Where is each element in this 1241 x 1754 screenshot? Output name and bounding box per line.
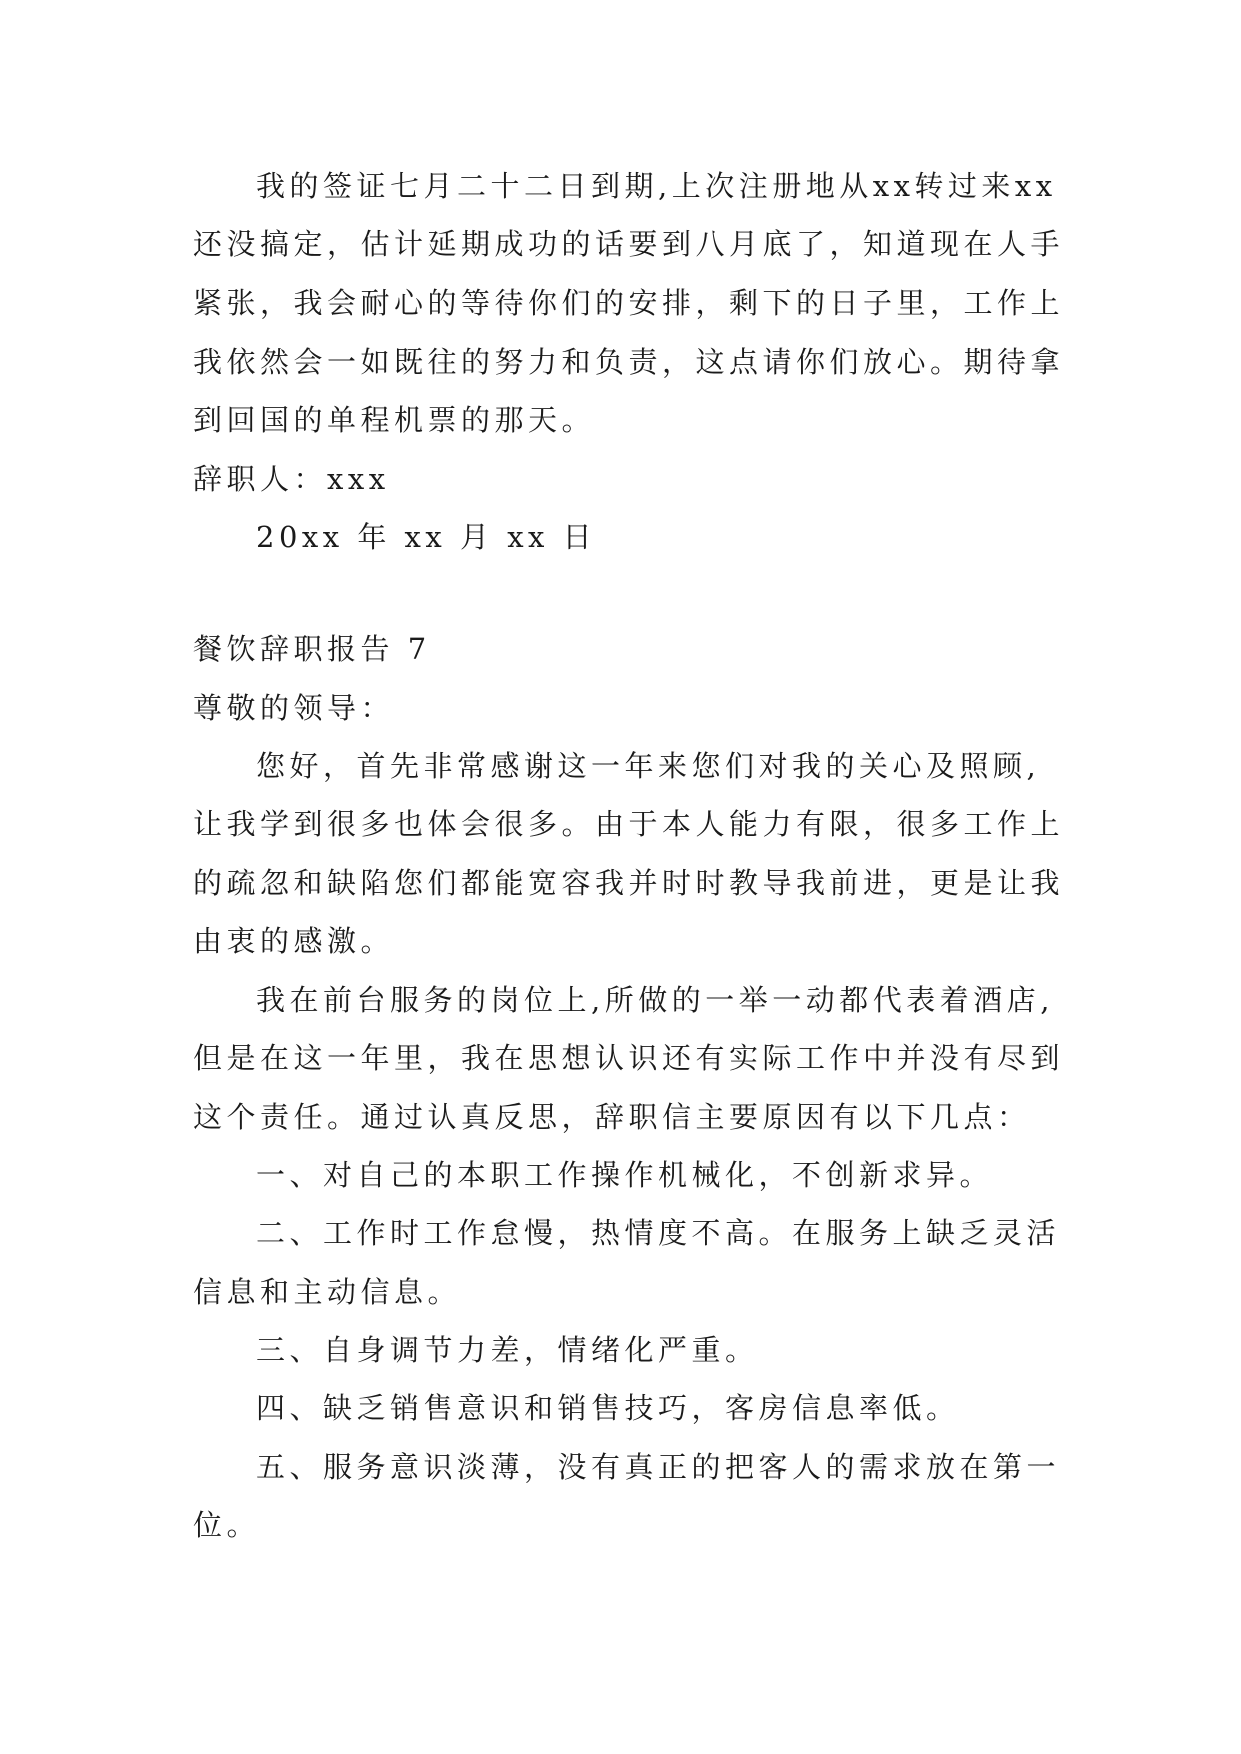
paragraph-line: 我的签证七月二十二日到期,上次注册地从xx转过来xx (256, 169, 1057, 203)
section-title: 餐饮辞职报告 7 (193, 632, 431, 666)
list-item: 四、缺乏销售意识和销售技巧，客房信息率低。 (256, 1391, 960, 1425)
list-item: 三、自身调节力差，情绪化严重。 (256, 1333, 759, 1367)
signer-line: 辞职人：xxx (193, 462, 390, 496)
paragraph-line: 让我学到很多也体会很多。由于本人能力有限，很多工作上 (193, 807, 1065, 841)
list-item: 五、服务意识淡薄，没有真正的把客人的需求放在第一 (256, 1450, 1061, 1484)
paragraph-line: 由衷的感激。 (193, 924, 395, 958)
paragraph-line: 这个责任。通过认真反思，辞职信主要原因有以下几点： (193, 1100, 1031, 1134)
paragraph-line: 紧张，我会耐心的等待你们的安排，剩下的日子里，工作上 (193, 286, 1065, 320)
paragraph-line: 我依然会一如既往的努力和负责，这点请你们放心。期待拿 (193, 345, 1065, 379)
list-item-continuation: 位。 (193, 1508, 261, 1542)
paragraph-line: 的疏忽和缺陷您们都能宽容我并时时教导我前进，更是让我 (193, 866, 1065, 900)
paragraph-line: 我在前台服务的岗位上,所做的一举一动都代表着酒店, (256, 983, 1054, 1017)
paragraph-line: 但是在这一年里，我在思想认识还有实际工作中并没有尽到 (193, 1041, 1065, 1075)
paragraph-line: 到回国的单程机票的那天。 (193, 403, 596, 437)
date-line: 20xx 年 xx 月 xx 日 (256, 520, 597, 554)
paragraph-line: 还没搞定，估计延期成功的话要到八月底了，知道现在人手 (193, 227, 1065, 261)
paragraph-line: 您好，首先非常感谢这一年来您们对我的关心及照顾, (256, 749, 1041, 783)
list-item: 二、工作时工作怠慢，热情度不高。在服务上缺乏灵活 (256, 1216, 1061, 1250)
salutation: 尊敬的领导： (193, 691, 395, 725)
list-item: 一、对自己的本职工作操作机械化，不创新求异。 (256, 1158, 994, 1192)
list-item-continuation: 信息和主动信息。 (193, 1275, 462, 1309)
